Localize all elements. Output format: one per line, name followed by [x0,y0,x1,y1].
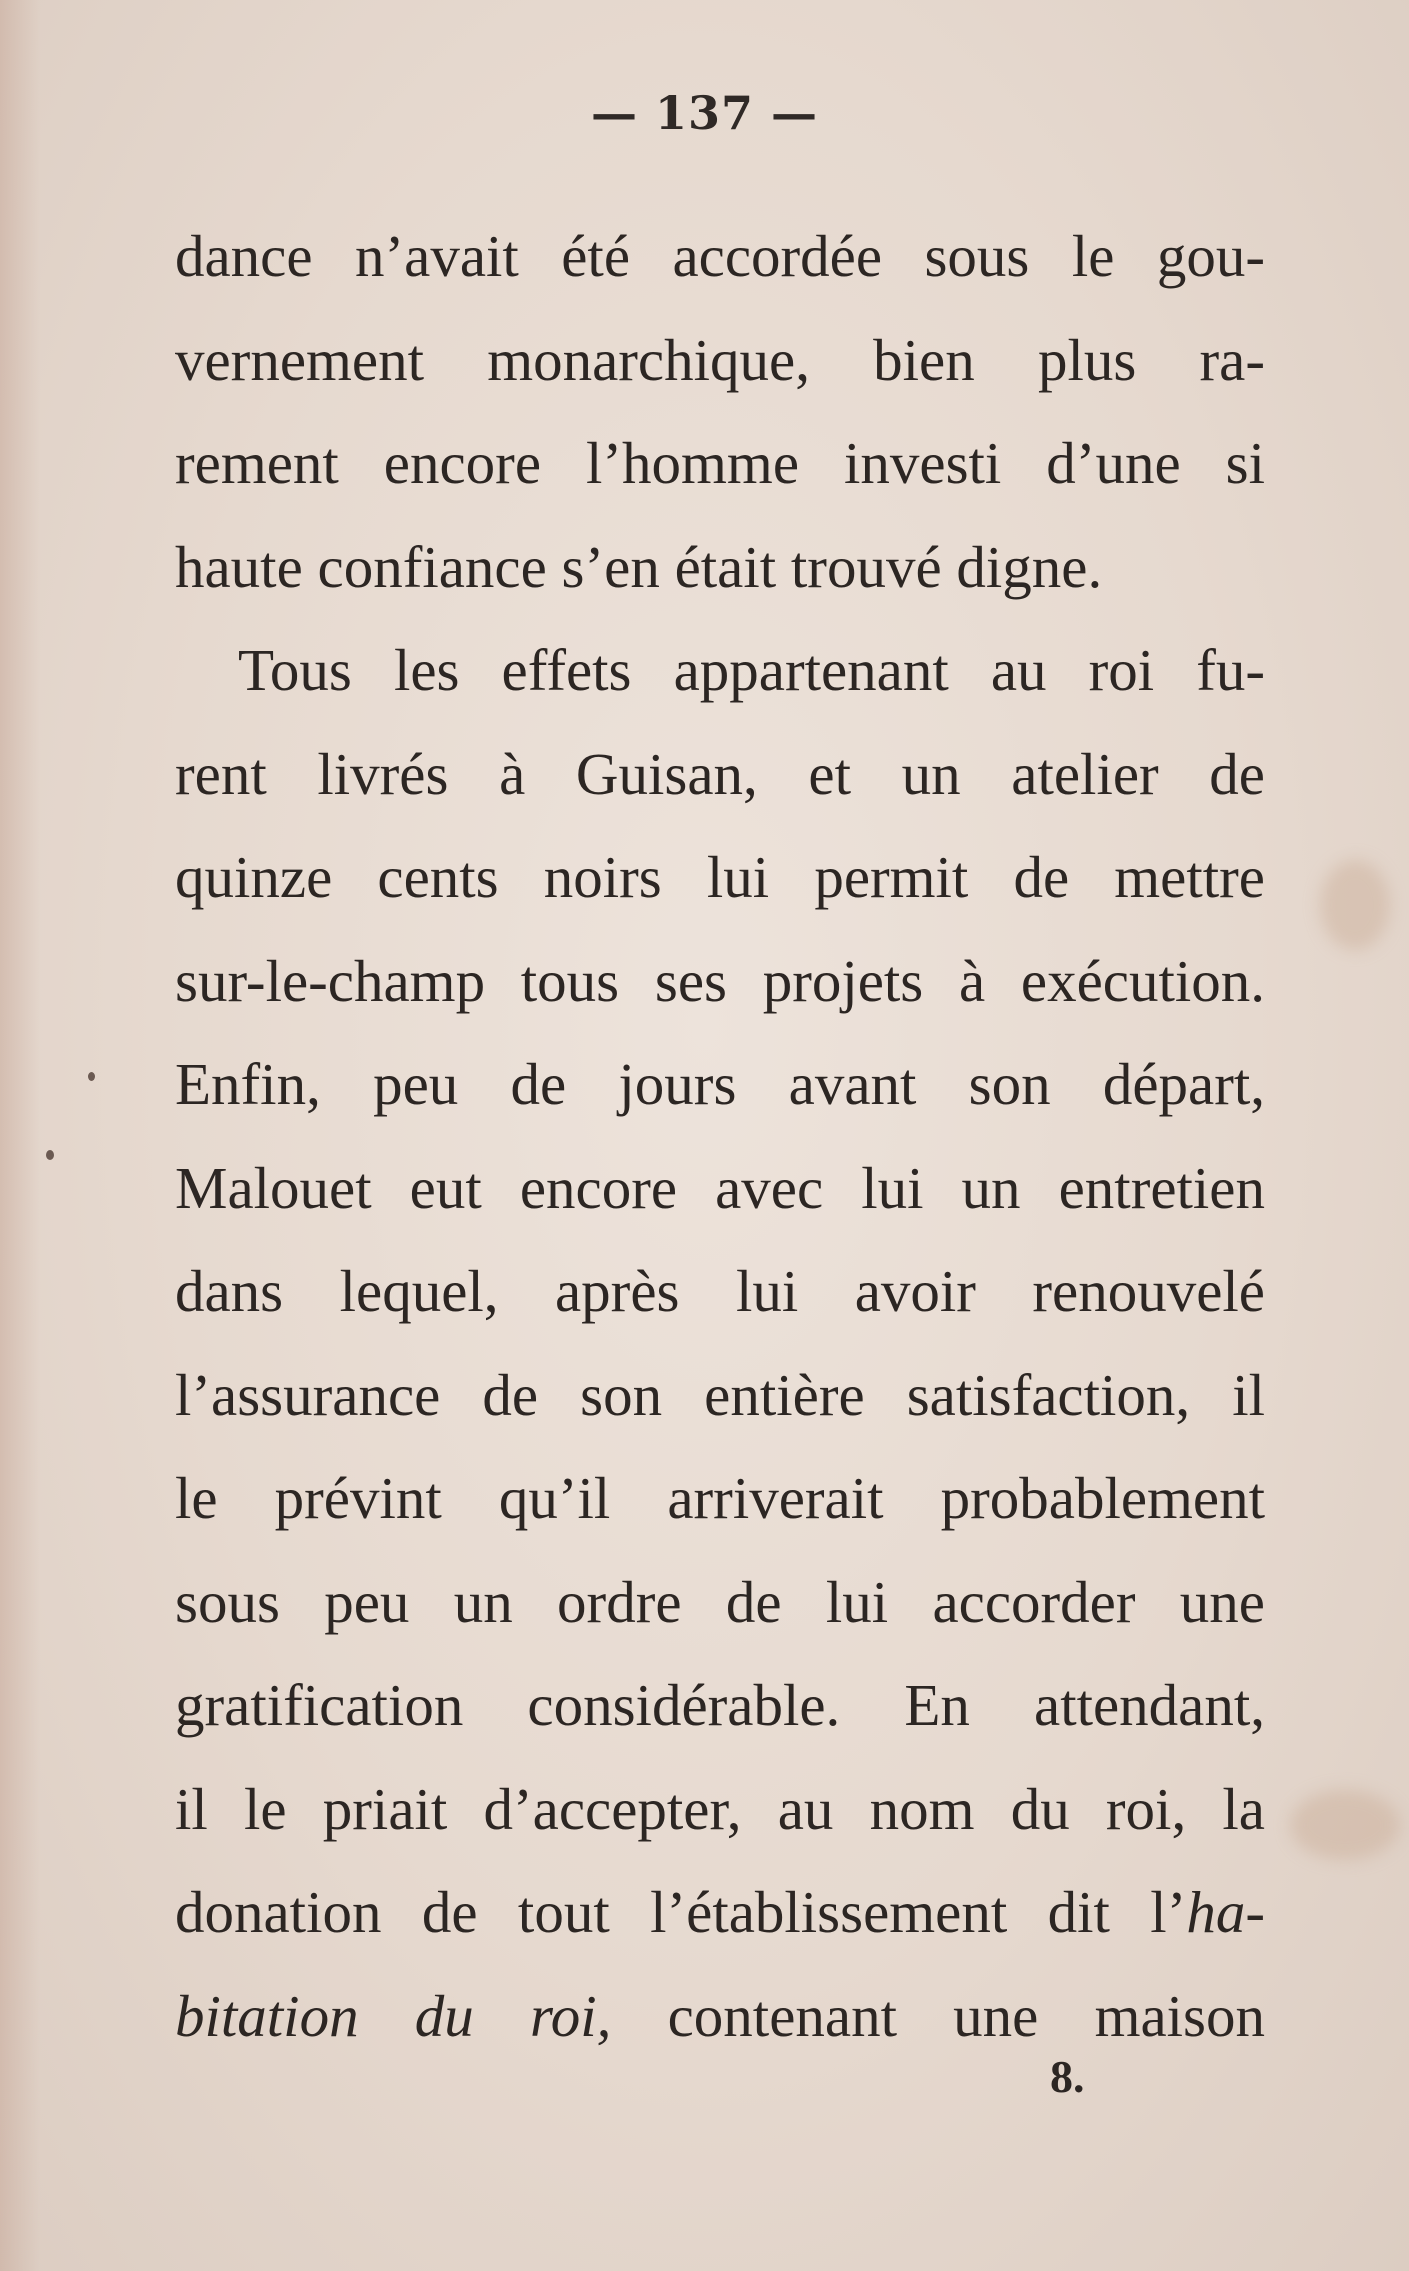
page-number: — 137 — [590,86,819,140]
text-line: Tous les effets appartenant au roi fu- [238,637,1265,703]
paper-stain [1290,1790,1400,1860]
text-line: gratification considérable. En attendant, [175,1672,1265,1738]
text-line: Enfin, peu de jours avant son départ, [175,1051,1265,1117]
text-line: l’assurance de son entière satisfaction, il [175,1361,1265,1428]
text-line: Malouet eut encore avec lui un entretien [175,1154,1265,1221]
body-text [175,205,1265,2068]
page-edge-shadow [0,0,40,2271]
italic-fragment: ha- [1186,1879,1265,1945]
text-line: il le priait d’accepter, au nom du roi, la [175,1775,1265,1842]
text-line: dans lequel, après lui avoir renouvelé [175,1258,1265,1324]
signature-mark: 8. [1050,2051,1085,2102]
text-line: dance n’avait été accordée sous le gou- [175,223,1265,289]
paper-stain [1320,860,1390,950]
text-line: le prévint qu’il arriverait probablement [175,1465,1265,1531]
ink-speck [88,1072,95,1081]
text-line: rement encore l’homme investi d’une si [175,430,1265,496]
text-line: haute confiance s’en était trouvé digne. [175,533,1103,600]
text-line-part: contenant une maison [611,1982,1265,2049]
text-line-with-italic [175,1861,1265,1965]
text-line-part: donation de tout l’établissement dit l’ [175,1879,1187,1945]
text-line: sous peu un ordre de lui accorder une [175,1568,1265,1635]
ink-speck [46,1150,54,1160]
italic-fragment: bitation du roi, [175,1982,612,2049]
text-line: rent livrés à Guisan, et un atelier de [175,740,1265,807]
text-line: sur-le-champ tous ses projets à exécution. [175,947,1265,1014]
text-line: quinze cents noirs lui permit de mettre [175,844,1265,910]
text-line-with-italic [175,1965,1265,2069]
text-line: vernement monarchique, bien plus ra- [175,326,1265,393]
